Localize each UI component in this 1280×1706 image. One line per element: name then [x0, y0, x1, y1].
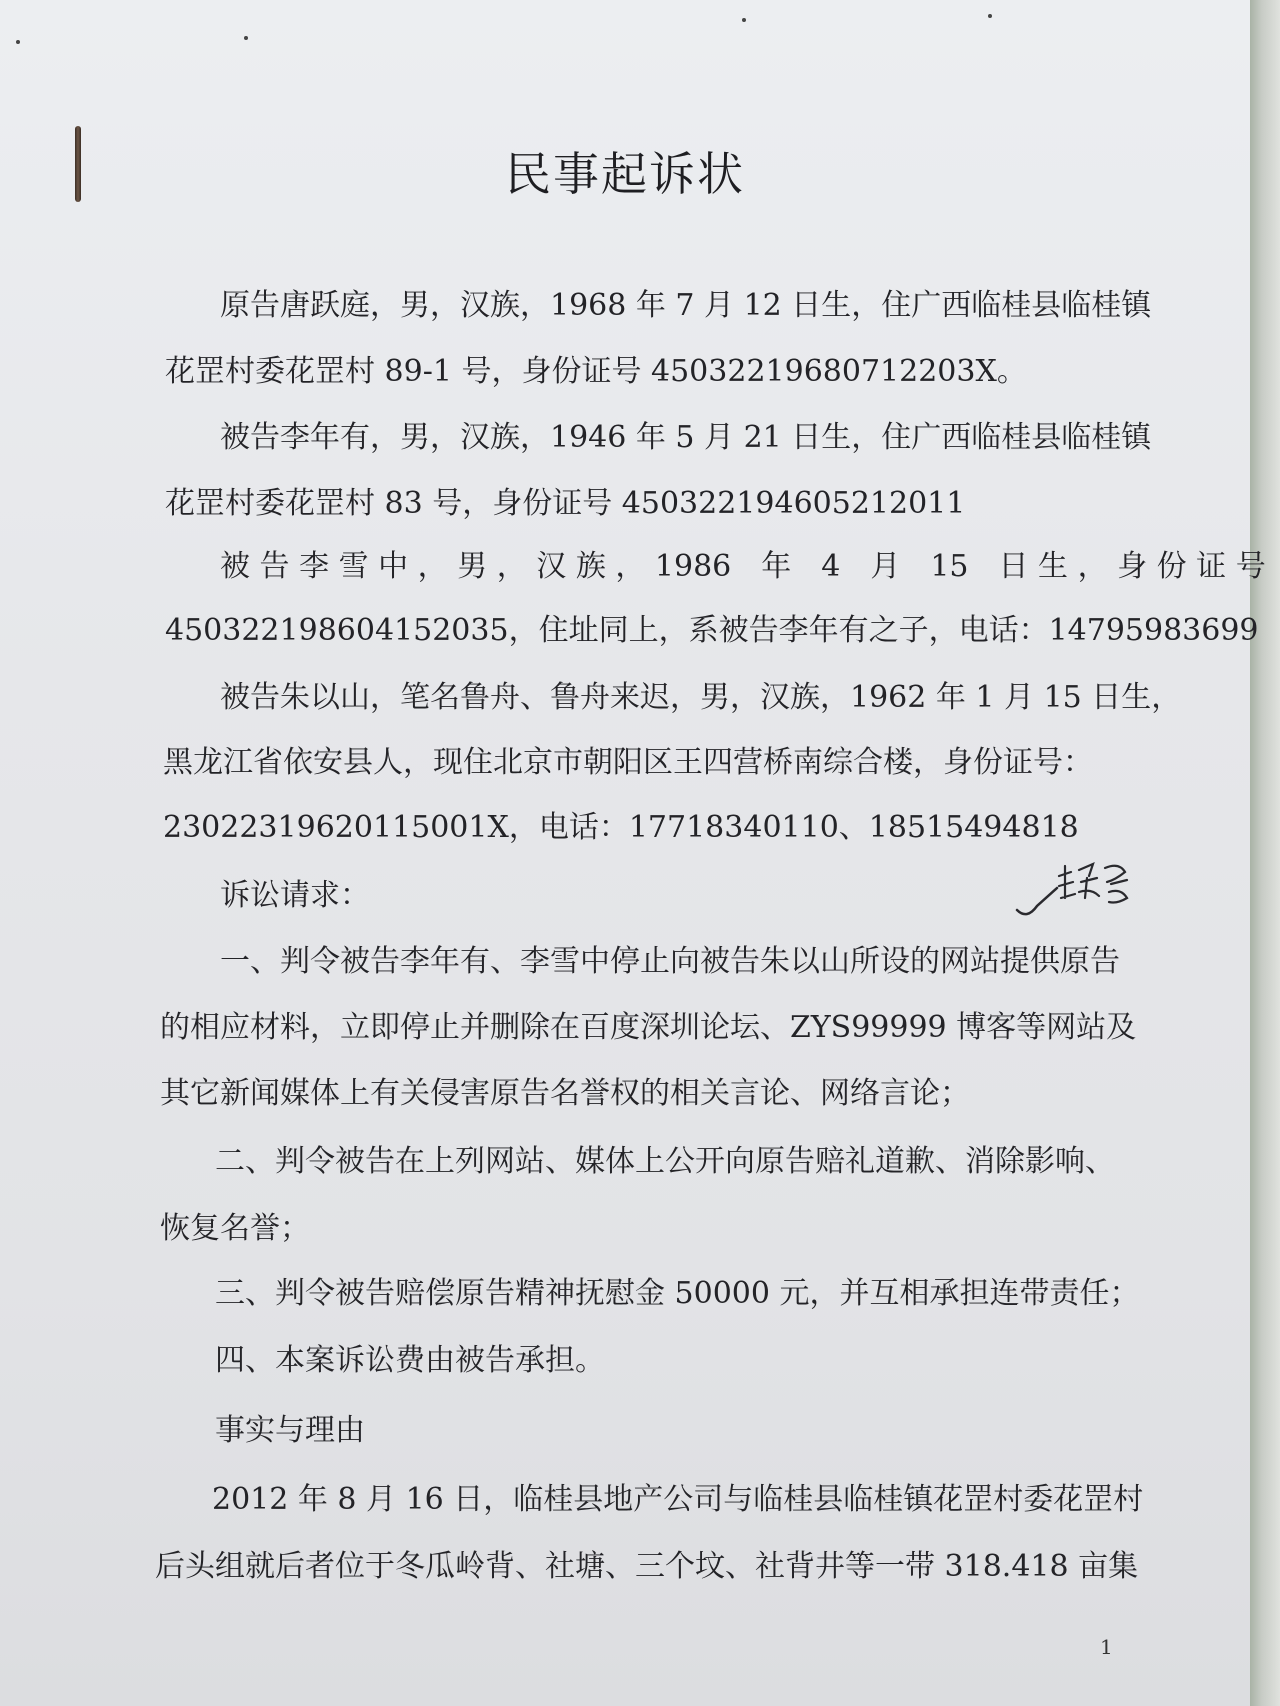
- text-line: 花罡村委花罡村 83 号，身份证号 450322194605212011: [165, 486, 966, 521]
- text-line: 被 告 李 雪 中 ， 男 ， 汉 族 ， 1986 年 4 月 15 日 生 ， 身 份 证 号: [220, 549, 1266, 584]
- text-line: 后头组就后者位于冬瓜岭背、社塘、三个坟、社背井等一带 318.418 亩集: [155, 1549, 1139, 1584]
- handwritten-annotation: [1015, 858, 1135, 928]
- speck: [742, 18, 746, 22]
- text-line: 二、判令被告在上列网站、媒体上公开向原告赔礼道歉、消除影响、: [215, 1144, 1115, 1179]
- section-heading: 诉讼请求：: [220, 878, 370, 913]
- text-line: 四、本案诉讼费由被告承担。: [215, 1343, 605, 1378]
- speck: [988, 14, 992, 18]
- text-line: 其它新闻媒体上有关侵害原告名誉权的相关言论、网络言论；: [160, 1076, 970, 1111]
- text-line: 黑龙江省依安县人，现住北京市朝阳区王四营桥南综合楼，身份证号：: [163, 745, 1093, 780]
- speck: [16, 40, 20, 44]
- page-edge: [1250, 0, 1280, 1706]
- text-line: 花罡村委花罡村 89-1 号，身份证号 45032219680712203X。: [165, 354, 1027, 389]
- text-line: 被告朱以山，笔名鲁舟、鲁舟来迟，男，汉族，1962 年 1 月 15 日生，: [220, 680, 1182, 715]
- page-number: 1: [1100, 1635, 1113, 1659]
- speck: [244, 36, 248, 40]
- text-line: 的相应材料，立即停止并删除在百度深圳论坛、ZYS99999 博客等网站及: [160, 1010, 1137, 1045]
- text-line: 一、判令被告李年有、李雪中停止向被告朱以山所设的网站提供原告: [220, 944, 1120, 979]
- text-line: 原告唐跃庭，男，汉族，1968 年 7 月 12 日生，住广西临桂县临桂镇: [220, 288, 1152, 323]
- text-line: 被告李年有，男，汉族，1946 年 5 月 21 日生，住广西临桂县临桂镇: [220, 420, 1152, 455]
- text-line: 三、判令被告赔偿原告精神抚慰金 50000 元，并互相承担连带责任；: [215, 1276, 1140, 1311]
- text-line: 450322198604152035，住址同上，系被告李年有之子，电话：14795983699: [165, 613, 1259, 648]
- text-line: 2012 年 8 月 16 日，临桂县地产公司与临桂县临桂镇花罡村委花罡村: [212, 1482, 1144, 1517]
- text-line: 23022319620115001X，电话：17718340110、18515494818: [163, 810, 1079, 845]
- document-title: 民事起诉状: [505, 147, 745, 201]
- section-heading: 事实与理由: [215, 1413, 365, 1448]
- text-line: 恢复名誉；: [160, 1211, 310, 1246]
